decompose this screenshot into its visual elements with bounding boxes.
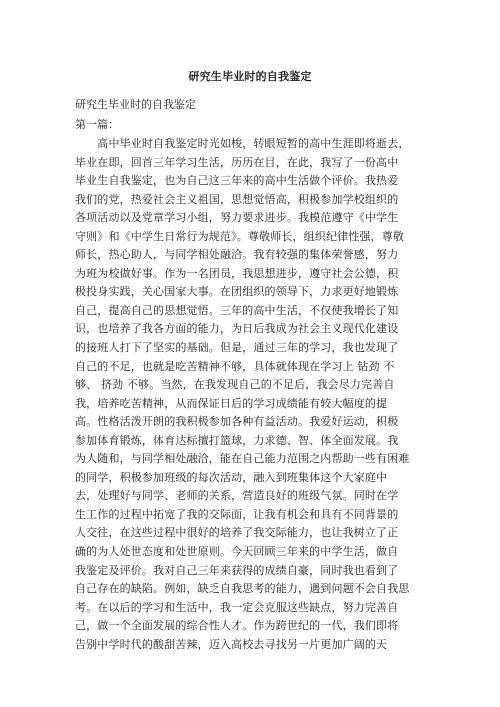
body-line: 我，培养吃苦精神，从而保证日后的学习成绩能有较大幅度的提	[75, 396, 388, 410]
body-line: 毕业在即，回首三年学习生活，历历在目，在此，我写了一份高中	[75, 155, 399, 169]
body-line: 高中毕业时自我鉴定时光如梭，转眼短暂的高中生涯即将逝去，	[75, 137, 410, 150]
body-line: 人交往，在这些过程中很好的培养了我交际能力，也让我树立了正	[75, 526, 399, 540]
document-title: 研究生毕业时的自我鉴定	[188, 70, 312, 83]
document-subtitle: 研究生毕业时的自我鉴定	[75, 98, 196, 111]
body-line: 为人随和，与同学相处融洽，能在自己能力范围之内帮助一些有困难	[75, 452, 410, 466]
body-line: 确的为人处世态度和处世原则。今天回顾三年来的中学生活，做自	[75, 545, 399, 559]
body-line: 毕业生自我鉴定，也为自己这三年来的高中生活做个评价。我热爱	[75, 174, 399, 188]
body-line: 高。性格活泼开朗的我积极参加各种有益活动。我爱好运动，积极	[75, 415, 399, 429]
body-text	[75, 135, 435, 654]
body-line: 各项活动以及党章学习小组，努力要求进步。我模范遵守《中学生	[75, 211, 399, 225]
body-line: 自己的不足，也就是吃苦精神不够，具体就体现在学习上 钻劲 不	[75, 359, 395, 373]
part-label: 第一篇：	[75, 118, 119, 131]
body-line: 考。在以后的学习和生活中，我一定会克服这些缺点，努力完善自	[75, 600, 399, 614]
body-line: 够、 挤劲 不够。当然，在我发现自己的不足后，我会尽力完善自	[75, 378, 395, 392]
body-line: 生工作的过程中拓宽了我的交际面，让我有机会和具有不同背景的	[75, 507, 399, 521]
body-line: 守则》和《中学生日常行为规范》。尊敬师长，组织纪律性强，尊敬	[75, 229, 404, 243]
body-line: 我鉴定及评价。我对自己三年来获得的成绩自豪，同时我也看到了	[75, 563, 399, 577]
body-line: 师长，热心助人，与同学相处融洽。我有较强的集体荣誉感，努力	[75, 248, 399, 262]
body-line: 参加体育锻炼，体育达标擅打篮球，力求德、智、体全面发展。我	[75, 433, 399, 447]
body-line: 的同学，积极参加班级的每次活动，融入到班集体这个大家庭中	[75, 470, 388, 484]
body-line: 去，处理好与同学、老师的关系，营造良好的班级气氛。同时在学	[75, 489, 399, 503]
body-line: 告别中学时代的酸甜苦辣，迈入高校去寻找另一片更加广阔的天	[75, 637, 388, 651]
body-line: 己，做一个全面发展的综合性人才。作为跨世纪的一代，我们即将	[75, 619, 399, 633]
body-line: 的接班人打下了坚实的基础。但是，通过三年的学习，我也发现了	[75, 341, 399, 355]
body-line: 自己，提高自己的思想觉悟。三年的高中生活，不仅使我增长了知	[75, 303, 399, 317]
body-line: 自己存在的缺陷。例如，缺乏自我思考的能力，遇到问题不会自我思	[75, 582, 410, 596]
body-line: 为班为校做好事。作为一名团员，我思想进步，遵守社会公德，积	[75, 266, 399, 280]
body-line: 识，也培养了我各方面的能力，为日后我成为社会主义现代化建设	[75, 322, 399, 336]
body-line: 我们的党，热爱社会主义祖国，思想觉悟高，积极参加学校组织的	[75, 192, 399, 206]
body-line: 极投身实践，关心国家大事。在团组织的领导下，力求更好地锻炼	[75, 285, 399, 299]
